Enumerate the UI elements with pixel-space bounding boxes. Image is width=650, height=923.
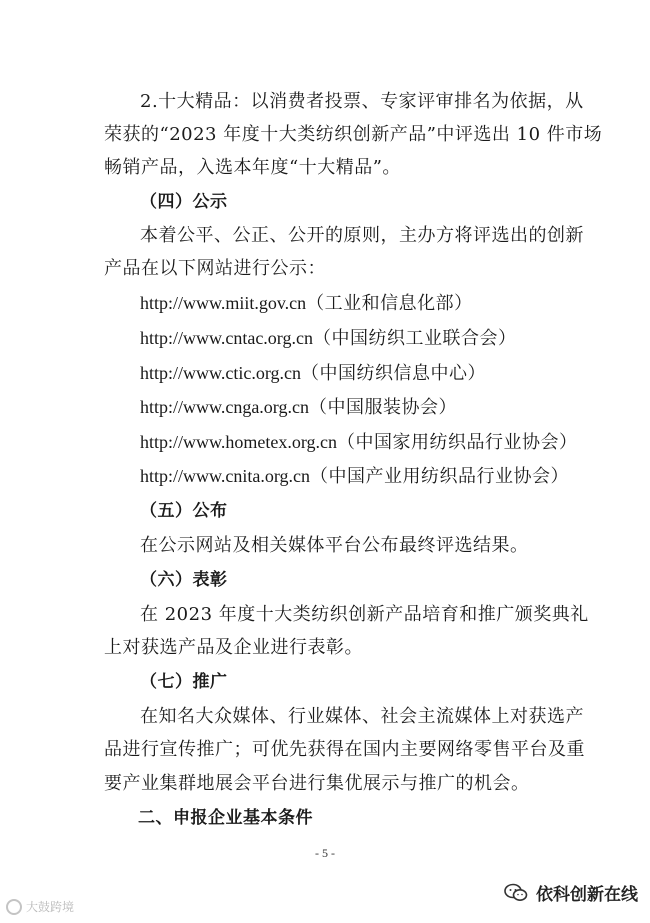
website-entry xyxy=(140,361,486,386)
watermark-right-text: 依科创新在线 xyxy=(536,885,638,905)
watermark-left-text: 大鼓跨境 xyxy=(26,900,75,914)
watermark-left xyxy=(6,898,74,915)
watermark-right xyxy=(504,880,638,905)
website-entry xyxy=(140,395,457,420)
website-entry xyxy=(140,464,569,489)
website-org: （中国服装协会） xyxy=(308,397,457,418)
section-heading-promotion: （七）推广 xyxy=(140,672,228,692)
website-url: http://www.hometex.org.cn xyxy=(140,432,337,452)
website-org: （中国家用纺织品行业协会） xyxy=(336,432,578,453)
website-entry xyxy=(140,291,473,316)
paragraph-line: 2.十大精品：以消费者投票、专家评审排名为依据，从 xyxy=(140,91,584,112)
section-heading-commendation: （六）表彰 xyxy=(140,570,228,590)
paragraph-line: 在 2023 年度十大类纺织创新产品培育和推广颁奖典礼 xyxy=(140,604,589,625)
section-heading-basic-conditions: 二、申报企业基本条件 xyxy=(138,808,313,828)
website-org: （中国纺织工业联合会） xyxy=(312,328,517,349)
website-org: （中国产业用纺织品行业协会） xyxy=(309,466,569,487)
paragraph-line: 荣获的“2023 年度十大类纺织创新产品”中评选出 10 件市场 xyxy=(104,124,603,145)
paragraph-line: 本着公平、公正、公开的原则，主办方将评选出的创新 xyxy=(140,225,584,246)
paragraph-line: 在公示网站及相关媒体平台公布最终评选结果。 xyxy=(140,535,529,556)
website-entry xyxy=(140,430,577,455)
paragraph-line: 产品在以下网站进行公示： xyxy=(104,258,326,279)
paragraph-line: 上对获选产品及企业进行表彰。 xyxy=(104,637,363,658)
website-url: http://www.cnita.org.cn xyxy=(140,466,310,486)
section-heading-publicity: （四）公示 xyxy=(140,192,228,212)
section-heading-announcement: （五）公布 xyxy=(140,501,228,521)
website-org: （工业和信息化部） xyxy=(306,293,473,314)
paragraph-line: 要产业集群地展会平台进行集优展示与推广的机会。 xyxy=(104,773,530,794)
watermark-logo-icon xyxy=(6,899,22,915)
wechat-icon xyxy=(504,883,528,903)
website-url: http://www.cnga.org.cn xyxy=(140,397,309,417)
website-url: http://www.ctic.org.cn xyxy=(140,363,301,383)
page-number: - 5 - xyxy=(315,846,335,860)
paragraph-line: 畅销产品，入选本年度“十大精品”。 xyxy=(104,157,401,178)
website-url: http://www.miit.gov.cn xyxy=(140,293,307,313)
website-org: （中国纺织信息中心） xyxy=(300,363,486,384)
paragraph-line: 品进行宣传推广；可优先获得在国内主要网络零售平台及重 xyxy=(104,739,585,760)
website-entry xyxy=(140,326,516,351)
website-url: http://www.cntac.org.cn xyxy=(140,328,313,348)
paragraph-line: 在知名大众媒体、行业媒体、社会主流媒体上对获选产 xyxy=(140,706,584,727)
